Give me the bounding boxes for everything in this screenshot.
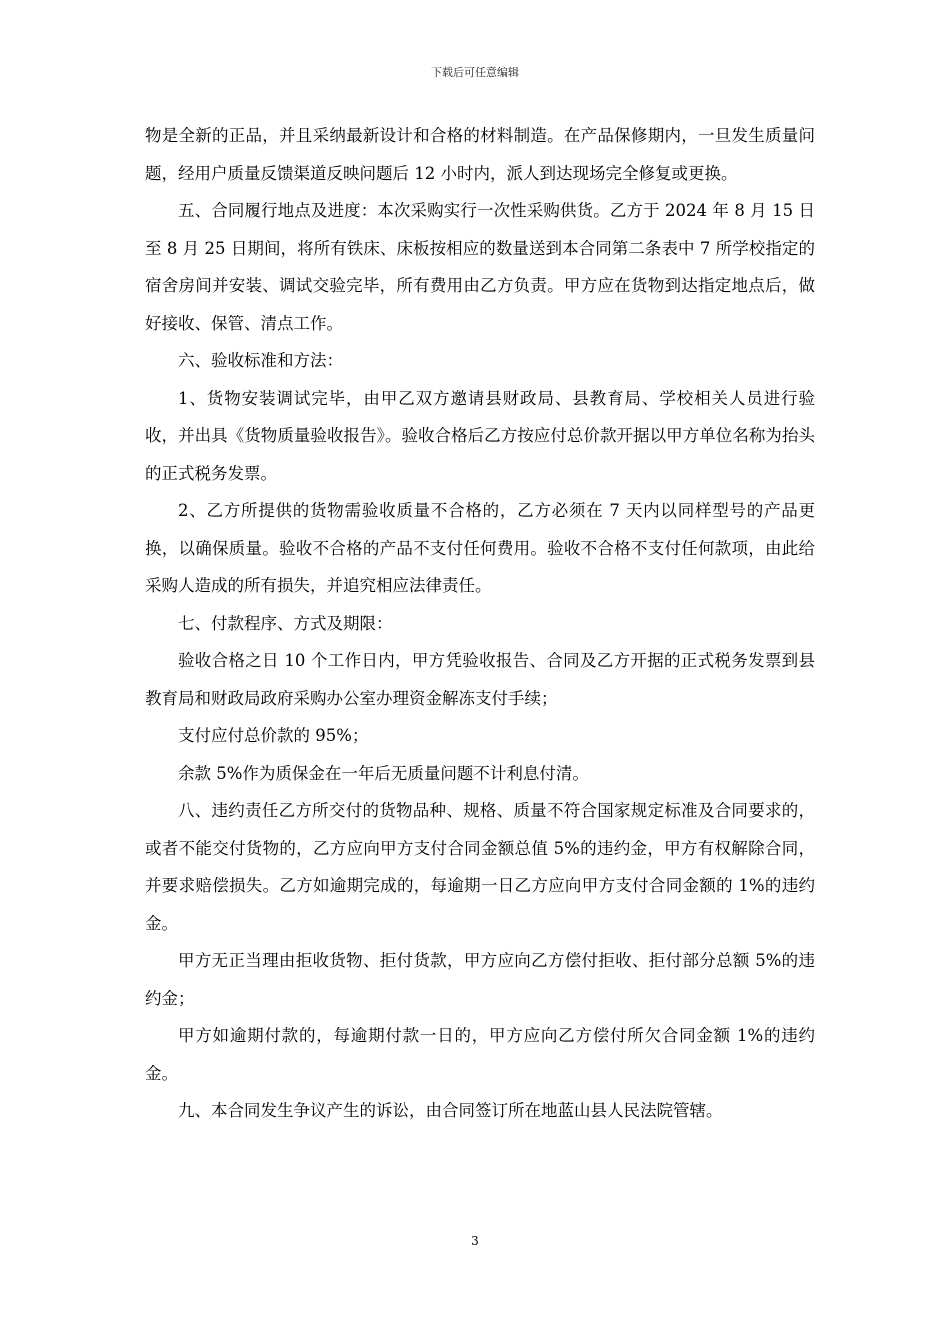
paragraph-section-6-item-1: 1、货物安装调试完毕，由甲乙双方邀请县财政局、县教育局、学校相关人员进行验收，并出具《货物质量验收报告》。验收合格后乙方按应付总价款开据以甲方单位名称为抬头的正式税务发票。 xyxy=(145,388,815,483)
paragraph-section-7-balance: 余款 5%作为质保金在一年后无质量问题不计利息付清。 xyxy=(178,763,589,783)
paragraph-section-5: 五、合同履行地点及进度：本次采购实行一次性采购供货。乙方于 2024 年 8 月 15 日至 8 月 25 日期间，将所有铁床、床板按相应的数量送到本合同第二条表中 7 所学校指定的宿舍房间并安装、调试交验完毕，所有费用由乙方负责。甲方应在货物到达指定地点后，做好接收、保管、清点工作。 xyxy=(145,201,815,333)
paragraph-section-7-procedure: 验收合格之日 10 个工作日内，甲方凭验收报告、合同及乙方开据的正式税务发票到县教育局和财政局政府采购办公室办理资金解冻支付手续； xyxy=(145,651,815,708)
paragraph-continuation: 物是全新的正品，并且采纳最新设计和合格的材料制造。在产品保修期内，一旦发生质量问题，经用户质量反馈渠道反映问题后 12 小时内，派人到达现场完全修复或更换。 xyxy=(145,126,815,183)
page-number: 3 xyxy=(471,1234,479,1248)
document-body xyxy=(145,117,815,1130)
paragraph-section-8-late-payment: 甲方如逾期付款的，每逾期付款一日的，甲方应向乙方偿付所欠合同金额 1%的违约金。 xyxy=(145,1026,815,1083)
paragraph-section-7-heading: 七、付款程序、方式及期限： xyxy=(178,613,393,633)
paragraph-section-8: 八、违约责任乙方所交付的货物品种、规格、质量不符合国家规定标准及合同要求的，或者不能交付货物的，乙方应向甲方支付合同金额总值 5%的违约金，甲方有权解除合同，并要求赔偿损失。乙方如逾期完成的，每逾期一日乙方应向甲方支付合同金额的 1%的违约金。 xyxy=(145,801,815,933)
paragraph-section-6-item-2: 2、乙方所提供的货物需验收质量不合格的，乙方必须在 7 天内以同样型号的产品更换，以确保质量。验收不合格的产品不支付任何费用。验收不合格不支付任何款项，由此给采购人造成的所有损失，并追究相应法律责任。 xyxy=(145,501,815,595)
paragraph-section-6-heading: 六、验收标准和方法： xyxy=(178,351,343,370)
paragraph-section-9: 九、本合同发生争议产生的诉讼，由合同签订所在地蓝山县人民法院管辖。 xyxy=(178,1101,723,1120)
page-header-note: 下载后可任意编辑 xyxy=(431,66,519,79)
paragraph-section-8-refusal: 甲方无正当理由拒收货物、拒付货款，甲方应向乙方偿付拒收、拒付部分总额 5%的违约金； xyxy=(145,951,815,1008)
paragraph-section-7-payment: 支付应付总价款的 95%； xyxy=(178,726,369,745)
